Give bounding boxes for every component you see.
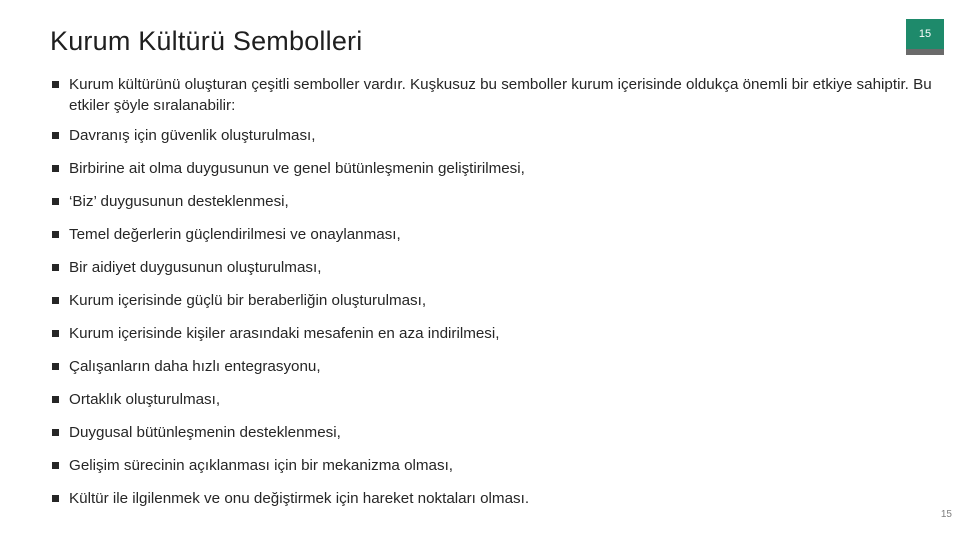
- slide-title: Kurum Kültürü Sembolleri: [50, 26, 363, 56]
- bullet-text: Kurum içerisinde kişiler arasındaki mesafenin en aza indirilmesi,: [69, 325, 500, 342]
- bullet-text: Gelişim sürecinin açıklanması için bir mekanizma olması,: [69, 457, 454, 474]
- bullet-square-icon: [52, 165, 59, 172]
- bullet-square-icon: [52, 429, 59, 436]
- bullet-text: Kurum içerisinde güçlü bir beraberliğin oluşturulması,: [69, 292, 427, 309]
- bullet-text: ‘Biz’ duygusunun desteklenmesi,: [69, 193, 289, 210]
- bullet-square-icon: [52, 330, 59, 337]
- bullet-text: Davranış için güvenlik oluşturulması,: [69, 127, 316, 144]
- bullet-item: [52, 488, 932, 521]
- bullet-item: [52, 125, 932, 158]
- bullet-item: [52, 191, 932, 224]
- bullet-item: [52, 290, 932, 323]
- bullet-list: [52, 74, 932, 521]
- bullet-item: [52, 158, 932, 191]
- bullet-item: [52, 224, 932, 257]
- slide-number-badge: 15: [906, 19, 944, 55]
- bullet-item: [52, 455, 932, 488]
- bullet-square-icon: [52, 297, 59, 304]
- bullet-square-icon: [52, 363, 59, 370]
- bullet-text: Kurum kültürünü oluşturan çeşitli semboller vardır. Kuşkusuz bu semboller kurum içerisinde oldukça önemli bir etkiye sahiptir. Bu etkiler şöyle sıralanabilir:: [69, 76, 932, 114]
- bullet-text: Bir aidiyet duygusunun oluşturulması,: [69, 259, 322, 276]
- bullet-square-icon: [52, 198, 59, 205]
- bullet-text: Duygusal bütünleşmenin desteklenmesi,: [69, 424, 341, 441]
- bullet-item: [52, 422, 932, 455]
- bullet-item: [52, 323, 932, 356]
- bullet-square-icon: [52, 462, 59, 469]
- bullet-square-icon: [52, 396, 59, 403]
- bullet-square-icon: [52, 81, 59, 88]
- bullet-text: Çalışanların daha hızlı entegrasyonu,: [69, 358, 321, 375]
- page-number: 15: [940, 509, 952, 520]
- bullet-text: Kültür ile ilgilenmek ve onu değiştirmek için hareket noktaları olması.: [69, 490, 530, 507]
- bullet-text: Temel değerlerin güçlendirilmesi ve onaylanması,: [69, 226, 401, 243]
- bullet-square-icon: [52, 495, 59, 502]
- bullet-text: Ortaklık oluşturulması,: [69, 391, 221, 408]
- bullet-text: Birbirine ait olma duygusunun ve genel bütünleşmenin geliştirilmesi,: [69, 160, 525, 177]
- bullet-item: [52, 356, 932, 389]
- bullet-square-icon: [52, 231, 59, 238]
- bullet-square-icon: [52, 264, 59, 271]
- bullet-item: [52, 389, 932, 422]
- bullet-item: [52, 257, 932, 290]
- bullet-square-icon: [52, 132, 59, 139]
- bullet-item-intro: [52, 74, 932, 116]
